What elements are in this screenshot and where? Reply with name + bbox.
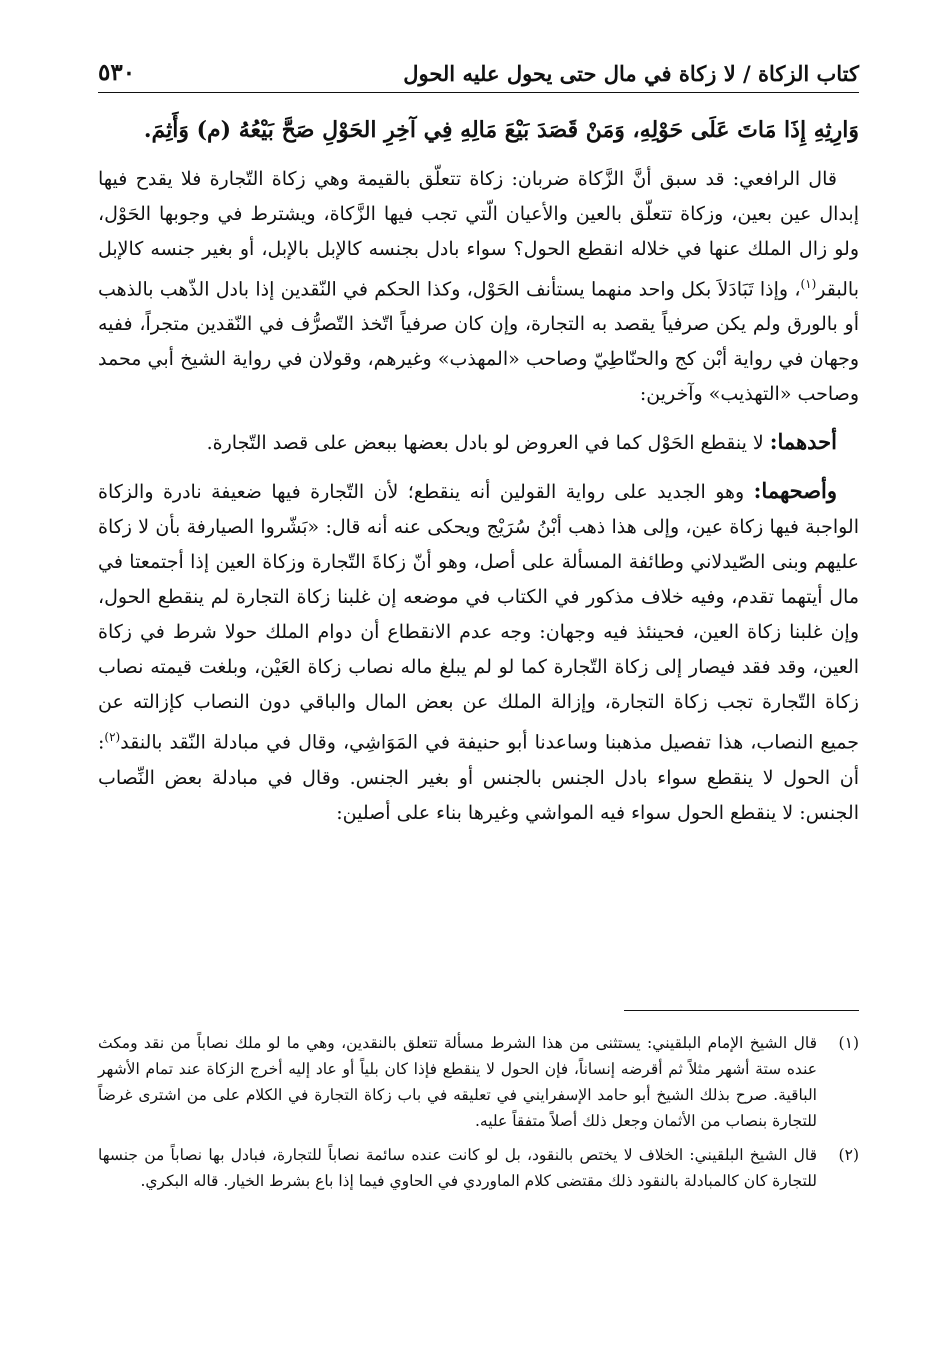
footnote-separator: [624, 1010, 859, 1011]
paragraph-text: لا ينقطع الحَوْل كما في العروض لو بادل بعضها ببعض على قصد التّجارة.: [206, 432, 764, 455]
footnote-text: قال الشيخ البلقيني: الخلاف لا يختص بالنقود، بل لو كانت عنده سائمة نصاباً للتجارة، فبادل بها نصاباً من جنسها للتجارة كان كالمبادلة بالنقود ذلك مقتضى كلام الماوردي في الحاوي فيما إذا باع بشرط الخيار. قاله البكري.: [98, 1146, 817, 1190]
main-text: [98, 112, 859, 843]
footnote-1: [98, 1030, 859, 1134]
paragraph-lead: وأصحهما:: [753, 478, 838, 504]
paragraph-text: قال الرافعي: قد سبق أنَّ الزَّكاة ضربان: زكاة تتعلّق بالقيمة وهي زكاة التّجارة فلا يقدح فيها إبدال عين بعين، وزكاة تتعلّق بالعين والأعيان الّتي تجب فيها الزَّكاة، ويشترط في وجوبها الحَوْل، ولو زال الملك عنها في خلاله انقطع الحول؟ سواء بادل بجنسه كالإبل بالإبل، أو بغير جنسه كالإبل بالبقر: [98, 168, 859, 301]
footnotes: [98, 1030, 859, 1202]
commentary-paragraph-3: [98, 473, 859, 830]
running-header: [98, 52, 859, 93]
paragraph-text: ، وإذا تَبَادَلاَ بكل واحد منهما يستأنف الحَوْل، وكذا الحكم في النّقدين إذا بادل الذّهب بالذهب أو بالورق ولم يكن صرفياً يقصد به التجارة، وإن كان صرفياً اتّخذ التّصرُّف في النّقدين متجراً، ففيه وجهان في رواية أبْن كج والحنّاطِيّ وصاحب «المهذب» وغيرهم، وقولان في رواية الشيخ أبي محمد وصاحب «التهذيب» وآخرين:: [98, 278, 859, 406]
commentary: [98, 162, 859, 831]
footnote-text: قال الشيخ الإمام البلقيني: يستثنى من هذا الشرط مسألة تتعلق بالنقدين، وهي ما لو ملك نصاباً من نقد ومكث عنده ستة أشهر مثلاً ثم أقرضه إنساناً، فإن الحول لا ينقطع فإذا كان بلياً أو عاد إليه أخرج الزكاة عند تمام الأشهر الباقية. صرح بذلك الشيخ أبو حامد الإسفرايني في تعليقه في باب زكاة التجارة في الكلام على من اشترى غرضاً للتجارة بنصاب من الأثمان وجعل ذلك أصلاً متفقاً عليه.: [98, 1034, 817, 1130]
header-title: كتاب الزكاة / لا زكاة في مال حتى يحول عليه الحول: [403, 61, 859, 86]
commentary-paragraph-2: [98, 424, 859, 461]
paragraph-text: وهو الجديد على رواية القولين أنه ينقطع؛ لأن التّجارة فيها ضعيفة نادرة والزكاة الواجبة فيها زكاة عين، وإلى هذا ذهب أبْنُ سُرَيْج ويحكى عنه أنه قال: «بَشّروا الصيارفة بأن لا زكاة عليهم وبنى الصّيدلاني وطائفة المسألة على أصل، وهو أنّ زكاةَ التّجارة وزكاة العين إذا أجتمعتا في مال أيتهما تقدم، وفيه خلاف مذكور في الكتاب في موضعه إن غلبنا زكاة التجارة لم ينقطع الحول، وإن غلبنا زكاة العين، فحينئذ فيه وجهان: وجه عدم الانقطاع أن دوام الملك حولا شرط في زكاة العين، وقد فقد فيصار إلى زكاة التّجارة كما لو لم يبلغ ماله نصاب زكاة العَيْن، وبلغت قيمته نصاب زكاة التّجارة تجب زكاة التجارة، وإزالة الملك عن بعض المال والباقي دون النصاب كإزالته عن جميع النصاب، هذا تفصيل مذهبنا وساعدنا أبو حنيفة في المَوَاشِي، وقال في مبادلة النّقد بالنقد: [98, 481, 859, 754]
commentary-paragraph-1: [98, 162, 859, 412]
paragraph-text: : أن الحول لا ينقطع سواء بادل الجنس بالجنس أو بغير الجنس. وقال في مبادلة بعض النِّصاب الجنس: لا ينقطع الحول سواء فيه المواشي وغيرها بناء على أصلين:: [98, 731, 859, 824]
page-number: ٥٣٠: [98, 59, 136, 86]
footnote-ref-1[interactable]: (١): [800, 277, 817, 291]
footnote-number: (١): [838, 1034, 859, 1052]
footnote-number: (٢): [838, 1146, 859, 1164]
footnote-ref-2[interactable]: (٢): [104, 730, 121, 745]
footnote-2: [98, 1142, 859, 1194]
matn-text: وَارِثِهِ إِذَا مَاتَ عَلَى حَوْلِهِ، وَمَنْ قَصَدَ بَيْعَ مَالِهِ فِي آخِرِ الحَوْلِ صَحَّ بَيْعُهُ (م) وَأَثِمَ.: [143, 117, 859, 143]
paragraph-lead: أحدهما:: [769, 429, 837, 455]
